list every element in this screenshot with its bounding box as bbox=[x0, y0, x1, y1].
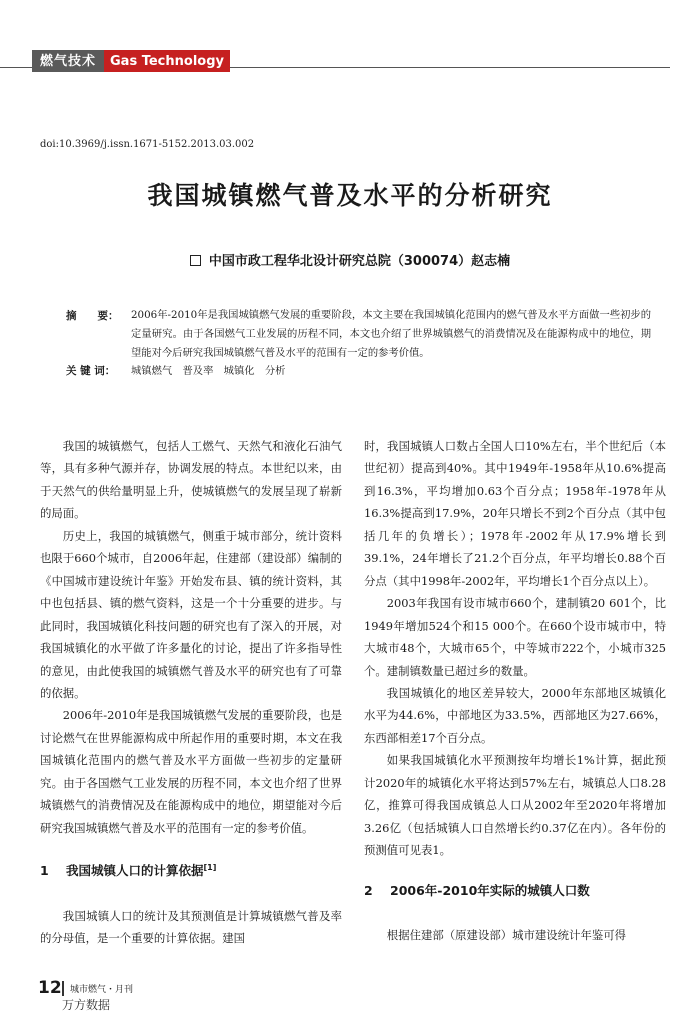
square-bullet-icon bbox=[190, 255, 201, 266]
section-name-en: Gas Technology bbox=[104, 50, 230, 72]
footer-divider bbox=[62, 981, 64, 996]
paragraph: 根据住建部（原建设部）城市建设统计年鉴可得 bbox=[386, 928, 627, 943]
author-text: 中国市政工程华北设计研究总院（300074）赵志楠 bbox=[208, 254, 511, 269]
watermark-text: 万方数据 bbox=[62, 998, 111, 1012]
page-number: 12 bbox=[38, 978, 62, 998]
paragraph: 如果我国城镇化水平预测按年均增长1%计算，据此预计2020年的城镇化水平将达到57%左右，城镇总人口8.28亿，推算可得我国成镇总人口从2002年至2020年将增加3.26亿（包括城镇人口自然增长约0.37亿在内）。各年份的预测值可见表1。 bbox=[364, 753, 666, 858]
author-line bbox=[0, 250, 700, 269]
right-column bbox=[364, 435, 666, 947]
paragraph: 我国城镇人口的统计及其预测值是计算城镇燃气普及率的分母值，是一个重要的计算依据。建国 bbox=[40, 908, 342, 946]
section-title: 2006年-2010年实际的城镇人口数 bbox=[390, 882, 590, 898]
section-heading-1 bbox=[40, 857, 342, 883]
paragraph: 2006年-2010年是我国城镇燃气发展的重要阶段，也是讨论燃气在世界能源构成中所起作用的重要时期，本文在我国城镇化范围内的燃气普及水平方面做一些初步的定量研究。由于各国燃气工业发展的历程不同，本文也介绍了世界城镇燃气的消费情况及在能源构成中的地位，期望能对今后研究我国城镇燃气普及水平的范围有一定的参考价值。 bbox=[40, 708, 342, 835]
keywords-label: 关 键 词： bbox=[66, 365, 116, 377]
paragraph: 我国的城镇燃气，包括人工燃气、天然气和液化石油气等，具有多种气源并存，协调发展的特点。本世纪以来，由于天然气的供给量明显上升，使城镇燃气的发展呈现了崭新的局面。 bbox=[40, 439, 342, 521]
left-column bbox=[40, 435, 342, 950]
abstract-label: 摘 要： bbox=[66, 310, 119, 322]
section-number: 1 bbox=[40, 863, 49, 879]
paper-title: 我国城镇燃气普及水平的分析研究 bbox=[147, 181, 553, 210]
doi: doi:10.3969/j.issn.1671-5152.2013.03.002 bbox=[40, 139, 255, 150]
section-name-cn: 燃气技术 bbox=[32, 50, 104, 72]
paragraph: 历史上，我国的城镇燃气，侧重于城市部分，统计资料也限于660个城市，自2006年起，住建部（建设部）编制的《中国城市建设统计年鉴》开始发布县、镇的统计资料，其中也包括县、镇的燃气资料，这是一个十分重要的进步。与此同时，我国城镇化科技问题的研究也有了深入的开展，对我国城镇化的水平做了许多量化的讨论，提出了许多指导性的意见，由此使我国的城镇燃气普及水平的研究也有了可靠的依据。 bbox=[40, 528, 342, 700]
section-number: 2 bbox=[364, 882, 373, 898]
paragraph: 2003年我国有设市城市660个，建制镇20 601个，比1949年增加524个和15 000个。在660个设市城市中，特大城市48个，大城市65个，中等城市222个，小城市325个。建制镇数量已超过乡的数量。 bbox=[364, 596, 666, 678]
journal-name: 城市燃气・月刊 bbox=[70, 985, 134, 995]
keywords-text: 城镇燃气 普及率 城镇化 分析 bbox=[131, 365, 286, 377]
paragraph: 我国城镇化的地区差异较大，2000年东部地区城镇化水平为44.6%，中部地区为33.5%，西部地区为27.66%，东西部相差17个百分点。 bbox=[364, 685, 666, 745]
citation-ref: [1] bbox=[203, 863, 217, 873]
section-heading-2 bbox=[364, 880, 666, 902]
section-title: 我国城镇人口的计算依据 bbox=[66, 863, 204, 879]
paragraph: 时，我国城镇人口数占全国人口10%左右，半个世纪后（本世纪初）提高到40%。其中1949年-1958年从10.6%提高到16.3%，平均增加0.63个百分点；1958年-1978年从16.3%提高到17.9%，20年只增长不到2个百分点（其中包括几年的负增长）；1978年-2002年从17.9%增长到39.1%，24年增长了21.2个百分点，年平均增长0.88个百分点（其中1998年-2002年，平均增长1个百分点以上）。 bbox=[364, 439, 666, 588]
abstract-text: 2006年-2010年是我国城镇燃气发展的重要阶段，本文主要在我国城镇化范围内的燃气普及水平方面做一些初步的定量研究。由于各国燃气工业发展的历程不同，本文也介绍了世界城镇燃气的消费情况及在能源构成中的地位，期望能对今后研究我国城镇燃气普及水平的范围有一定的参考价值。 bbox=[131, 309, 651, 359]
section-badge bbox=[32, 50, 230, 72]
